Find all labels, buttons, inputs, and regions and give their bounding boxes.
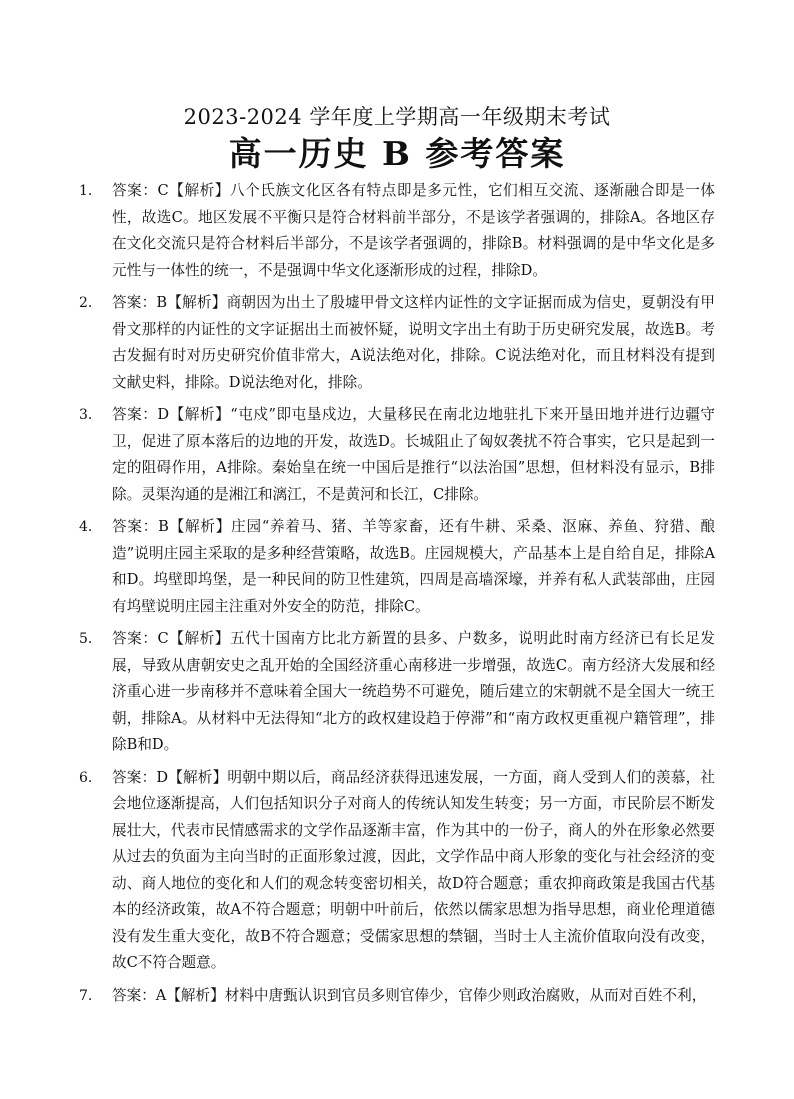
answer-item — [79, 290, 715, 396]
answer-number: 1. — [79, 183, 93, 199]
answer-text: 答案：D【解析】明朝中期以后，商品经济获得迅速发展，一方面，商人受到人们的羡慕，社会地位逐渐提高，人们包括知识分子对商人的传统认知发生转变；另一方面，市民阶层不断发展壮大，代表市民情感需求的文学作品逐渐丰富，作为其中的一份子，商人的外在形象必然要从过去的负面为主向当时的正面形象过渡，因此，文学作品中商人形象的变化与社会经济的变动、商人地位的变化和人们的观念转变密切相关，故D符合题意；重农抑商政策是我国古代基本的经济政策，故A不符合题意；明朝中叶前后，依然以儒家思想为指导思想，商业伦理道德没有发生重大变化，故B不符合题意；受儒家思想的禁锢，当时士人主流价值取向没有改变，故C不符合题意。 — [112, 768, 715, 971]
answer-list — [79, 178, 715, 1015]
answer-text: 答案：C【解析】八个氏族文化区各有特点即是多元性，它们相互交流、逐渐融合即是一体性，故选C。地区发展不平衡只是符合材料前半部分，不是该学者强调的，排除A。各地区存在文化交流只是符合材料后半部分，不是该学者强调的，排除B。材料强调的是中华文化是多元性与一体性的统一，不是强调中华文化逐渐形成的过程，排除D。 — [112, 182, 715, 279]
answer-number: 5. — [79, 631, 93, 647]
answer-item — [79, 514, 715, 620]
answer-text: 答案：B【解析】庄园“养着马、猪、羊等家畜，还有牛耕、采桑、沤麻、养鱼、狩猎、酿造”说明庄园主采取的是多种经营策略，故选B。庄园规模大，产品基本上是自给自足，排除A和D。坞壁即坞堡，是一种民间的防卫性建筑，四周是高墙深壕，并养有私人武装部曲，庄园有坞壁说明庄园主注重对外安全的防范，排除C。 — [112, 518, 715, 615]
answer-text: 答案：D【解析】“屯戍”即屯垦戍边，大量移民在南北边地驻扎下来开垦田地并进行边疆守卫，促进了原本落后的边地的开发，故选D。长城阻止了匈奴袭扰不符合事实，它只是起到一定的阻碍作用，A排除。秦始皇在统一中国后是推行“以法治国”思想，但材料没有显示，B排除。灵渠沟通的是湘江和漓江，不是黄河和长江，C排除。 — [112, 406, 715, 503]
answer-item — [79, 765, 715, 977]
answer-text: 答案：C【解析】五代十国南方比北方新置的县多、户数多，说明此时南方经济已有长足发展，导致从唐朝安史之乱开始的全国经济重心南移进一步增强，故选C。南方经济大发展和经济重心进一步南移并不意味着全国大一统趋势不可避免，随后建立的宋朝就不是全国大一统王朝，排除A。从材料中无法得知“北方的政权建设趋于停滞”和“南方政权更重视户籍管理”，排除B和D。 — [112, 630, 715, 753]
answer-item — [79, 983, 715, 1010]
page-title: 高一历史 B 参考答案 — [228, 134, 566, 173]
exam-subtitle: 2023-2024 学年度上学期高一年级期末考试 — [183, 105, 611, 129]
answer-number: 4. — [79, 519, 93, 535]
answer-number: 3. — [79, 407, 93, 423]
answer-item — [79, 626, 715, 759]
answer-text: 答案：B【解析】商朝因为出土了殷墟甲骨文这样内证性的文字证据而成为信史，夏朝没有甲骨文那样的内证性的文字证据出土而被怀疑，说明文字出土有助于历史研究发展，故选B。考古发掘有时对历史研究价值非常大，A说法绝对化，排除。C说法绝对化，而且材料没有提到文献史料，排除。D说法绝对化，排除。 — [112, 294, 715, 391]
answer-number: 2. — [79, 295, 93, 311]
answer-number: 7. — [79, 987, 93, 1004]
answer-number: 6. — [79, 769, 93, 786]
answer-text: 答案：A【解析】材料中唐甄认识到官员多则官俸少，官俸少则政治腐败，从而对百姓不利， — [112, 986, 707, 1004]
answer-item — [79, 402, 715, 508]
answer-item — [79, 178, 715, 284]
